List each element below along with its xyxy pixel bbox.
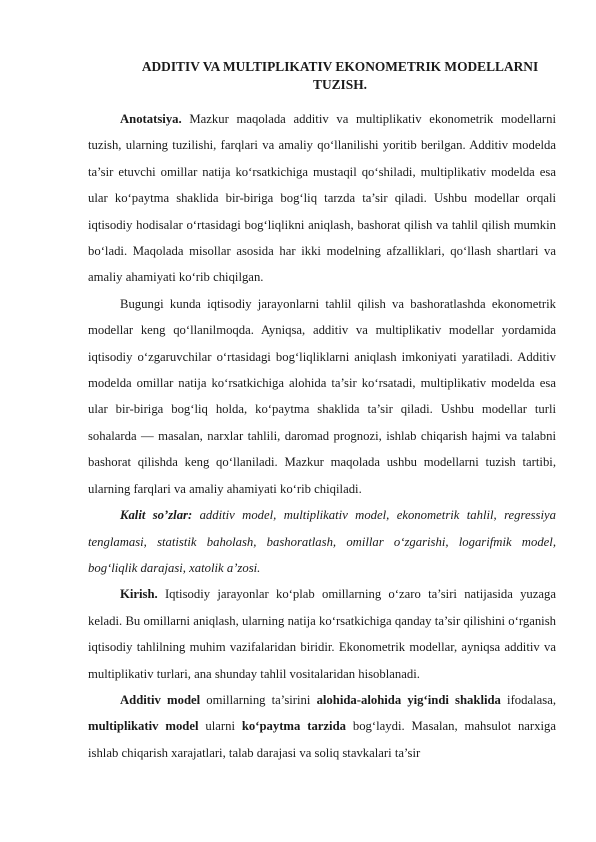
keywords-text: additiv model, multiplikativ model, ekonometrik tahlil, regressiya tenglamasi, statistik baholash, bashoratlash, omillar o‘zgarishi, logarifmik model, bog‘liqlik darajasi, xatolik a’zosi. bbox=[88, 508, 556, 575]
abstract-paragraph bbox=[88, 106, 556, 291]
models-text-3: ularni bbox=[198, 719, 242, 734]
models-text-4: bog‘laydi. Masalan, mahsulot narxiga ishlab chiqarish xarajatlari, talab darajasi va soliq stavkalari ta’sir bbox=[88, 719, 556, 760]
additive-model-term: Additiv model bbox=[120, 692, 201, 707]
multiplicative-model-term: multiplikativ model bbox=[88, 719, 199, 734]
models-text-1: omillarning ta’sirini bbox=[200, 692, 317, 707]
title-line-1: ADDITIV VA MULTIPLIKATIV EKONOMETRIK MODELLARNI bbox=[141, 59, 539, 74]
keywords-colon: : bbox=[187, 508, 193, 523]
keywords-label: Kalit so’zlar bbox=[120, 508, 188, 523]
models-paragraph bbox=[88, 687, 556, 766]
abstract-text: Mazkur maqolada additiv va multiplikativ ekonometrik modellarni tuzish, ularning tuzilishi, farqlari va amaliy qo‘llanilishi yoritib berilgan. Additiv modelda ta’sir etuvchi omillar natija ko‘rsatkichiga mustaqil qo‘shiladi, multiplikativ modelda esa ular ko‘paytma shaklida bir-biriga bog‘liq tarzda ta’sir qiladi. Ushbu modellar orqali iqtisodiy hodisalar o‘rtasidagi bog‘liqlikni aniqlash, bashorat qilish va tahlil qilish mumkin bo‘ladi. Maqolada misollar asosida har ikki modelning afzalliklari, qo‘llash shartlari va amaliy ahamiyati ko‘rib chiqilgan. bbox=[88, 112, 556, 285]
introduction-paragraph bbox=[88, 581, 556, 687]
product-form-term: ko‘paytma tarzida bbox=[241, 719, 346, 734]
title-line-2: TUZISH. bbox=[313, 77, 367, 92]
document-title bbox=[88, 58, 556, 94]
introduction-text: Iqtisodiy jarayonlar ko‘plab omillarning o‘zaro ta’siri natijasida yuzaga keladi. Bu omillarni aniqlash, ularning natija ko‘rsatkichiga qanday ta’sir qilishini o‘rganish iqtisodiy tahlilning muhim vazifalaridan biridir. Ekonometrik modellar, ayniqsa additiv va multiplikativ turlari, ana shunday tahlil vositalaridan hisoblanadi. bbox=[88, 587, 556, 681]
intro-paragraph: Bugungi kunda iqtisodiy jarayonlarni tahlil qilish va bashoratlashda ekonometrik modellar keng qo‘llanilmoqda. Ayniqsa, additiv va multiplikativ modellar yordamida iqtisodiy o‘zgaruvchilar o‘rtasidagi bog‘liqliklarni aniqlash imkoniyati yaratiladi. Additiv modelda omillar natija ko‘rsatkichiga alohida ta’sir ko‘rsatadi, multiplikativ modelda esa ular bir-biriga bog‘liq holda, ko‘paytma shaklida ta’sir qiladi. Ushbu modellar turli sohalarda — masalan, narxlar tahlili, daromad prognozi, ishlab chiqarish hajmi va talabni bashorat qilishda keng qo‘llaniladi. Mazkur maqolada ushbu modellarni tuzish tartibi, ularning farqlari va amaliy ahamiyati ko‘rib chiqiladi. bbox=[88, 296, 556, 496]
abstract-label: Anotatsiya. bbox=[120, 112, 182, 126]
keywords-paragraph bbox=[88, 502, 556, 581]
introduction-label: Kirish. bbox=[120, 587, 158, 602]
models-text-2: ifodalasa, bbox=[500, 692, 557, 707]
document-page bbox=[88, 58, 556, 766]
sum-form-term: alohida-alohida yig‘indi shaklida bbox=[316, 692, 501, 707]
